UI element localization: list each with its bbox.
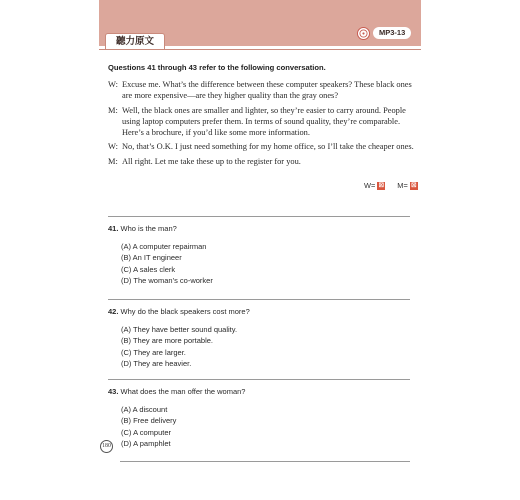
question-divider [108,216,410,217]
question-stem: What does the man offer the woman? [120,387,246,396]
audio-track-badge[interactable] [357,26,411,40]
question-number: 43. [108,387,119,396]
answer-option[interactable]: (C) They are larger. [121,347,186,357]
question-divider [108,379,410,380]
man-tally-label: M= [397,181,408,190]
speaker-label: W: [108,142,118,152]
answer-option[interactable]: (C) A sales clerk [121,264,176,274]
woman-tally-checkbox[interactable]: ☒ [378,182,384,189]
woman-tally-label: W= [364,181,376,190]
dialog-turn [108,79,418,102]
speaker-label: M: [108,105,118,115]
utterance-text: No, that’s O.K. I just need something for my home office, so I’ll take the cheaper ones. [122,142,414,152]
conversation-intro: Questions 41 through 43 refer to the following conversation. [108,63,326,72]
footer-rule [120,461,410,462]
cd-icon [357,27,370,40]
utterance-text: Well, the black ones are smaller and lighter, so they’re easier to carry around. People using laptop computers prefer them. In terms of sound quality, they’re comparable. Here’s a brochure, if you’d like some more information. [122,105,406,138]
question-number: 41. [108,224,119,233]
question-43 [108,387,408,449]
section-tab [105,33,165,50]
speaker-tally [364,181,418,190]
page-number: 180 [100,440,113,453]
answer-option[interactable]: (D) A pamphlet [121,438,171,448]
utterance-text: All right. Let me take these up to the register for you. [122,156,301,166]
question-41 [108,224,408,286]
answer-option[interactable]: (A) A computer repairman [121,242,207,251]
man-tally-checkbox[interactable]: ☒ [411,182,417,189]
conversation-transcript [108,79,418,170]
speaker-label: M: [108,156,118,166]
header-divider [99,49,421,50]
answer-option[interactable]: (A) They have better sound quality. [121,325,238,334]
question-stem: Why do the black speakers cost more? [120,307,250,316]
dialog-turn [108,105,418,139]
speaker-label: W: [108,80,118,89]
question-number: 42. [108,307,119,316]
dialog-turn [108,156,418,167]
answer-option[interactable]: (B) They are more portable. [121,336,213,346]
answer-option[interactable]: (D) They are heavier. [121,358,192,368]
answer-option[interactable]: (B) An IT engineer [121,253,182,263]
question-42 [108,307,408,369]
answer-option[interactable]: (C) A computer [121,427,172,437]
track-label: MP3-13 [373,27,411,39]
section-label: 聽力原文 [115,36,154,47]
answer-option[interactable]: (B) Free delivery [121,416,177,426]
answer-option[interactable]: (A) A discount [121,405,168,414]
question-divider [108,299,410,300]
dialog-turn [108,141,418,152]
utterance-text: Excuse me. What’s the difference between these computer speakers? These black ones are more expensive—are they higher quality than the gray ones? [122,80,412,101]
answer-option[interactable]: (D) The woman’s co-worker [121,275,213,285]
question-stem: Who is the man? [120,224,177,233]
